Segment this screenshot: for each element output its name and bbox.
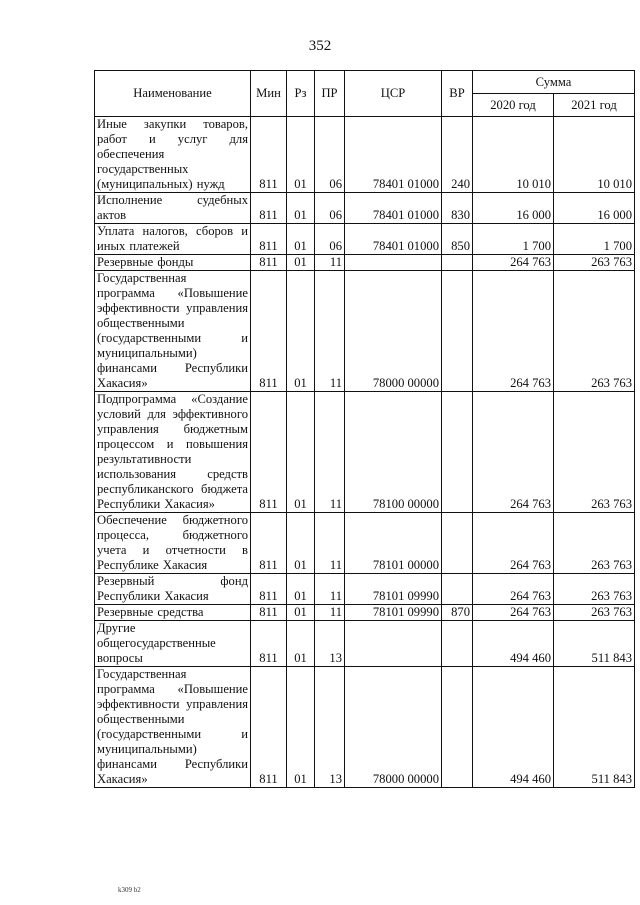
- cell-name: Обеспечение бюджетного процесса, бюджетного учета и отчетности в Республике Хакасия: [95, 513, 251, 574]
- table-header: [95, 71, 635, 117]
- cell-pr: 11: [315, 513, 345, 574]
- cell-vr: [442, 392, 473, 513]
- table-row: [95, 117, 635, 193]
- cell-2021: 511 843: [554, 621, 635, 667]
- cell-2020: 264 763: [473, 574, 554, 605]
- cell-rz: 01: [287, 513, 315, 574]
- header-name: Наименование: [95, 71, 251, 117]
- cell-vr: [442, 621, 473, 667]
- cell-min: 811: [251, 117, 287, 193]
- cell-2020: 264 763: [473, 271, 554, 392]
- cell-rz: 01: [287, 574, 315, 605]
- cell-min: 811: [251, 574, 287, 605]
- cell-rz: 01: [287, 667, 315, 788]
- cell-csr: 78000 00000: [345, 271, 442, 392]
- cell-2020: 494 460: [473, 667, 554, 788]
- cell-csr: 78000 00000: [345, 667, 442, 788]
- cell-2020: 264 763: [473, 255, 554, 271]
- cell-2020: 264 763: [473, 605, 554, 621]
- cell-2021: 511 843: [554, 667, 635, 788]
- table-row: [95, 193, 635, 224]
- page-number: 352: [308, 38, 332, 54]
- table-row: [95, 224, 635, 255]
- cell-name: Резервные средства: [95, 605, 251, 621]
- cell-2021: 263 763: [554, 255, 635, 271]
- header-rz: Рз: [287, 71, 315, 117]
- cell-vr: 830: [442, 193, 473, 224]
- cell-pr: 11: [315, 271, 345, 392]
- cell-rz: 01: [287, 392, 315, 513]
- cell-2021: 263 763: [554, 574, 635, 605]
- header-vr: ВР: [442, 71, 473, 117]
- cell-vr: [442, 271, 473, 392]
- cell-min: 811: [251, 193, 287, 224]
- cell-vr: [442, 667, 473, 788]
- cell-2021: 10 010: [554, 117, 635, 193]
- cell-vr: 850: [442, 224, 473, 255]
- header-csr: ЦСР: [345, 71, 442, 117]
- cell-rz: 01: [287, 117, 315, 193]
- cell-vr: [442, 255, 473, 271]
- cell-csr: 78401 01000: [345, 193, 442, 224]
- table-row: [95, 255, 635, 271]
- cell-name: Резервные фонды: [95, 255, 251, 271]
- cell-name: Государственная программа «Повышение эффективности управления общественными (государственными и муниципальными) финансами Республики Хакасия»: [95, 667, 251, 788]
- table-row: [95, 667, 635, 788]
- cell-pr: 11: [315, 605, 345, 621]
- cell-2021: 16 000: [554, 193, 635, 224]
- cell-name: Уплата налогов, сборов и иных платежей: [95, 224, 251, 255]
- cell-2021: 263 763: [554, 513, 635, 574]
- cell-min: 811: [251, 667, 287, 788]
- cell-csr: [345, 621, 442, 667]
- cell-pr: 06: [315, 117, 345, 193]
- footer-code: k309 b2: [118, 886, 141, 894]
- cell-csr: 78100 00000: [345, 392, 442, 513]
- cell-name: Подпрограмма «Создание условий для эффективного управления бюджетным процессом и повышения результативности использования средств республиканского бюджета Республики Хакасия»: [95, 392, 251, 513]
- cell-pr: 11: [315, 255, 345, 271]
- table-row: [95, 271, 635, 392]
- cell-rz: 01: [287, 255, 315, 271]
- cell-2020: 264 763: [473, 392, 554, 513]
- cell-vr: 870: [442, 605, 473, 621]
- table-row: [95, 574, 635, 605]
- cell-rz: 01: [287, 621, 315, 667]
- header-min: Мин: [251, 71, 287, 117]
- cell-rz: 01: [287, 605, 315, 621]
- cell-csr: 78401 01000: [345, 224, 442, 255]
- header-pr: ПР: [315, 71, 345, 117]
- table-row: [95, 513, 635, 574]
- cell-vr: [442, 513, 473, 574]
- cell-2021: 263 763: [554, 605, 635, 621]
- cell-2020: 16 000: [473, 193, 554, 224]
- cell-csr: 78101 09990: [345, 574, 442, 605]
- cell-min: 811: [251, 255, 287, 271]
- cell-pr: 13: [315, 667, 345, 788]
- header-year-2020: 2020 год: [473, 94, 554, 117]
- budget-table: [94, 70, 635, 788]
- cell-rz: 01: [287, 271, 315, 392]
- cell-csr: 78101 00000: [345, 513, 442, 574]
- cell-vr: 240: [442, 117, 473, 193]
- cell-min: 811: [251, 392, 287, 513]
- cell-pr: 11: [315, 392, 345, 513]
- cell-min: 811: [251, 224, 287, 255]
- cell-csr: 78101 09990: [345, 605, 442, 621]
- table-row: [95, 605, 635, 621]
- cell-2021: 263 763: [554, 271, 635, 392]
- cell-pr: 06: [315, 193, 345, 224]
- table-row: [95, 621, 635, 667]
- header-year-2021: 2021 год: [554, 94, 635, 117]
- cell-pr: 13: [315, 621, 345, 667]
- cell-name: Резервный фонд Республики Хакасия: [95, 574, 251, 605]
- cell-name: Исполнение судебных актов: [95, 193, 251, 224]
- cell-2021: 1 700: [554, 224, 635, 255]
- cell-2020: 10 010: [473, 117, 554, 193]
- cell-min: 811: [251, 621, 287, 667]
- cell-rz: 01: [287, 224, 315, 255]
- cell-name: Другие общегосударственные вопросы: [95, 621, 251, 667]
- cell-min: 811: [251, 271, 287, 392]
- cell-2020: 1 700: [473, 224, 554, 255]
- cell-rz: 01: [287, 193, 315, 224]
- cell-min: 811: [251, 513, 287, 574]
- cell-min: 811: [251, 605, 287, 621]
- table-row: [95, 392, 635, 513]
- table-body: [95, 117, 635, 788]
- cell-2020: 494 460: [473, 621, 554, 667]
- cell-pr: 11: [315, 574, 345, 605]
- cell-csr: [345, 255, 442, 271]
- cell-2021: 263 763: [554, 392, 635, 513]
- cell-pr: 06: [315, 224, 345, 255]
- cell-2020: 264 763: [473, 513, 554, 574]
- cell-name: Иные закупки товаров, работ и услуг для обеспечения государственных (муниципальных) нужд: [95, 117, 251, 193]
- cell-name: Государственная программа «Повышение эффективности управления общественными (государственными и муниципальными) финансами Республики Хакасия»: [95, 271, 251, 392]
- header-sum: Сумма: [473, 71, 635, 94]
- cell-csr: 78401 01000: [345, 117, 442, 193]
- cell-vr: [442, 574, 473, 605]
